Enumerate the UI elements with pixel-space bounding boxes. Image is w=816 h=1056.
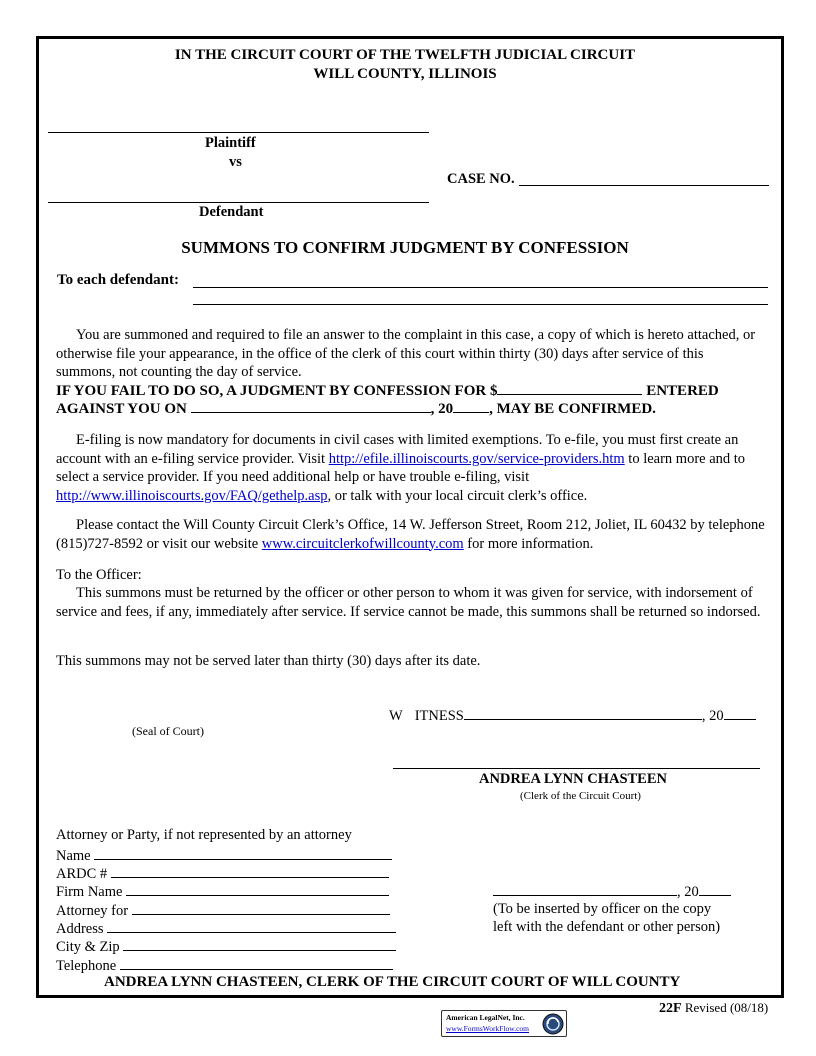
address-row [56, 919, 396, 938]
warning-text-1: IF YOU FAIL TO DO SO, A JUDGMENT BY CONFESSION FOR $ [56, 383, 498, 399]
county-name: WILL COUNTY, ILLINOIS [313, 66, 497, 82]
attorney-name-field[interactable] [94, 846, 392, 860]
plaintiff-line[interactable] [48, 132, 429, 133]
attorney-for-field[interactable] [132, 901, 390, 915]
attorney-for-row [56, 901, 390, 920]
firm-name-label: Firm Name [56, 884, 123, 900]
defendant-line[interactable] [48, 202, 429, 203]
expiry-notice: This summons may not be served later than thirty (30) days after its date. [56, 653, 481, 669]
city-zip-label: City & Zip [56, 939, 120, 955]
efile-providers-link[interactable]: http://efile.illinoiscourts.gov/service-providers.htm [328, 450, 625, 467]
clerk-title: (Clerk of the Circuit Court) [520, 790, 641, 802]
gethelp-link[interactable]: http://www.illinoiscourts.gov/FAQ/gethelp.asp [56, 487, 328, 504]
service-date-row [493, 882, 731, 901]
warning-text-5: , MAY BE CONFIRMED. [489, 401, 656, 417]
city-zip-field[interactable] [123, 937, 396, 951]
summons-paragraph: You are summoned and required to file an answer to the complaint in this case, a copy of which is hereto attached, or otherwise file your appearance, in the office of the clerk of this court within thirty (30) days after service of this summons, not counting the day of service. [56, 327, 756, 380]
telephone-field[interactable] [120, 956, 393, 970]
warning-line-1 [56, 381, 719, 400]
warning-text-3: AGAINST YOU ON [56, 401, 187, 417]
service-note-2: left with the defendant or other person) [493, 919, 721, 935]
efiling-paragraph [56, 431, 766, 505]
judgment-date-field[interactable] [191, 399, 431, 413]
firm-name-row [56, 882, 389, 901]
globe-icon [542, 1013, 564, 1035]
address-field[interactable] [107, 919, 396, 933]
attorney-name-row [56, 846, 392, 865]
clerk-banner: ANDREA LYNN CHASTEEN, CLERK OF THE CIRCUIT COURT OF WILL COUNTY [104, 974, 681, 990]
judgment-amount-field[interactable] [497, 381, 642, 395]
warning-line-2 [56, 399, 656, 418]
ardc-label: ARDC # [56, 866, 108, 882]
officer-paragraph: This summons must be returned by the officer or other person to whom it was given for service, with indorsement of service and fees, if any, immediately after service. If service cannot be made, this summons shall be returned so indorsed. [56, 585, 761, 620]
defendant-label: Defendant [199, 204, 264, 220]
clerk-name: ANDREA LYNN CHASTEEN [478, 771, 667, 787]
case-number-label: CASE NO. [447, 171, 515, 187]
defendant-name-line-2[interactable] [193, 304, 768, 305]
witness-line [389, 706, 756, 725]
officer-heading: To the Officer: [56, 567, 142, 583]
logo-website: www.FormsWorkFlow.com [446, 1024, 530, 1033]
address-label: Address [56, 921, 104, 937]
court-name: IN THE CIRCUIT COURT OF THE TWELFTH JUDICIAL CIRCUIT [174, 47, 636, 63]
witness-date-field[interactable] [464, 706, 702, 720]
ardc-field[interactable] [111, 864, 389, 878]
city-zip-row [56, 937, 396, 956]
efiling-text-3: , or talk with your local circuit clerk’s office. [327, 487, 588, 504]
attorney-for-label: Attorney for [56, 903, 129, 919]
warning-text-2: ENTERED [642, 383, 719, 399]
logo-company: American LegalNet, Inc. [446, 1013, 525, 1022]
witness-year-prefix: , 20 [701, 708, 724, 724]
defendant-name-line-1[interactable] [193, 287, 768, 288]
service-note-1: (To be inserted by officer on the copy [493, 901, 712, 917]
case-number-field[interactable] [519, 185, 769, 186]
witness-itness: ITNESS [414, 708, 464, 724]
witness-w: W [389, 708, 403, 724]
summons-title: SUMMONS TO CONFIRM JUDGMENT BY CONFESSION [181, 238, 629, 257]
vs-label: vs [229, 154, 242, 170]
attorney-heading: Attorney or Party, if not represented by an attorney [56, 827, 352, 843]
form-number-code: 22F [659, 1001, 682, 1016]
attorney-name-label: Name [56, 848, 91, 864]
americanlegalnet-logo [441, 1010, 567, 1037]
form-revised-date: Revised (08/18) [684, 1000, 769, 1015]
efiling-text-1: E-filing is now mandatory for documents in civil cases with limited exemptions. To e-file, you must first create an account with an e-filing service provider. Visit [56, 432, 739, 467]
plaintiff-label: Plaintiff [205, 135, 256, 151]
service-date-field[interactable] [493, 882, 677, 896]
to-defendant-label: To each defendant: [57, 272, 179, 288]
service-year-field[interactable] [699, 882, 731, 896]
warning-text-4: , 20 [430, 401, 454, 417]
form-number [659, 1000, 768, 1017]
contact-paragraph [56, 516, 766, 553]
witness-year-field[interactable] [724, 706, 756, 720]
firm-name-field[interactable] [126, 882, 389, 896]
judgment-year-field[interactable] [453, 399, 489, 413]
contact-text-2: for more information. [463, 535, 594, 552]
contact-text-1: Please contact the Will County Circuit Clerk’s Office, 14 W. Jefferson Street, Room 212, Joliet, IL 60432 by telephone (815)727-8592 or visit our website [56, 517, 765, 552]
clerk-signature-line[interactable] [393, 768, 760, 769]
telephone-label: Telephone [56, 958, 117, 974]
service-year-prefix: , 20 [677, 884, 699, 900]
ardc-row [56, 864, 389, 883]
telephone-row [56, 956, 393, 975]
efiling-text-2: to learn more and to select a service provider. If you need additional help or have trouble e-filing, visit [56, 450, 746, 485]
clerk-website-link[interactable]: www.circuitclerkofwillcounty.com [261, 535, 464, 552]
seal-of-court: (Seal of Court) [132, 724, 204, 738]
